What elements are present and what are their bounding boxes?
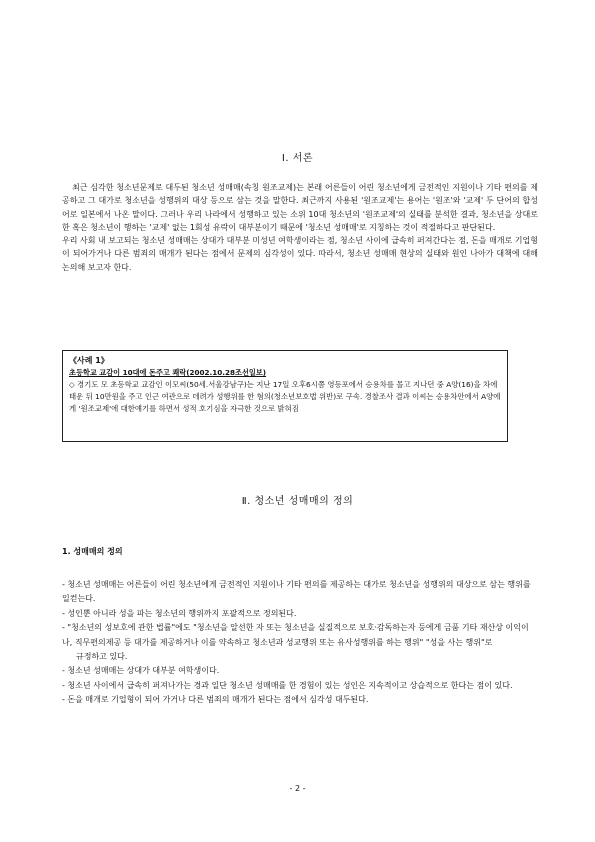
section-2-heading: Ⅱ. 청소년 성매매의 정의 [241, 496, 354, 507]
list-item: - 돈을 매개로 기업형이 되어 가거나 다른 범죄의 매개가 된다는 점에서 심각성 대두된다. [62, 695, 369, 705]
list-item-continuation: 규정하고 있다. [76, 652, 128, 662]
case-box [62, 350, 508, 442]
case-body: ◇ 경기도 모 초등학교 교감인 이모씨(50세.서울강남구)는 지난 17일 오후6시쯤 영등포에서 승용차를 몰고 지나던 중 A양(16)을 차에 태운 뒤 10만원을 주고 인근 여관으로 데려가 성행위를 한 혐의(청소년보호법 위반)로 구속. 경찰조사 결과 이씨는 승용차안에서 A양에게 '원조교제'에 대한얘기를 하면서 성적 호기심을 자극한 것으로 밝혀짐 [69, 380, 501, 413]
case-title: 《사례 1》 [69, 356, 109, 365]
intro-paragraph: 최근 심각한 청소년문제로 대두된 청소년 성매매(속칭 원조교제)는 본래 어른들이 어린 청소년에게 금전적인 지원이나 기타 편의를 제공하고 그 대가로 청소년을 성행위의 대상 등으로 삼는 것을 말한다. 최근까지 사용된 '원조교제'는 용어는 '원조'와 '교제' 두 단어의 합성어로 일본에서 나온 말이다. 그러나 우리 나라에서 성행하고 있는 소위 10대 청소년의 '원조교제'의 실태를 분석한 결과, 청소년을 상대로 한 혹은 청소년이 행하는 '교제' 없는 1회성 유락이 대부분이기 때문에 '청소년 성매매'로 지칭하는 것이 적절하다고 판단된다. [62, 183, 538, 232]
section-2-subheading: 1. 성매매의 정의 [62, 547, 123, 556]
case-source: 초등학교 교감이 10대에 돈주고 쾌락(2002.10.28조선일보) [69, 368, 267, 377]
page-number: - 2 - [289, 784, 306, 793]
second-paragraph: 우리 사회 내 보고되는 청소년 성매매는 상대가 대부분 미성년 여학생이라는 점, 청소년 사이에 급속히 퍼져간다는 점, 돈을 매개로 기업형이 되어가거나 다른 범죄의 매개가 된다는 점에서 문제의 심각성이 있다. 따라서, 청소년 성매매 현상의 실태와 원인 나아가 대책에 대해 논의해 보고자 한다. [62, 236, 538, 272]
list-item: - 청소년 사이에서 급속히 퍼져나가는 경과 일단 청소년 성매매를 한 경험이 있는 성인은 지속적이고 상습적으로 한다는 점이 있다. [62, 680, 513, 690]
list-item: - "청소년의 성보호에 관한 법률"에도 "청소년을 알선한 자 또는 청소년을 실질적으로 보호·감독하는자 등에게 금품 기타 재산상 이익이나, 직무편의제공 등 대가를 제공하거나 이를 약속하고 청소년과 성교행위 또는 유사성행위를 하는 행위" "성을 사는 행위"로 [62, 623, 529, 647]
definition-list [62, 578, 538, 708]
list-item: - 성인뿐 아니라 성을 파는 청소년의 행위까지 포괄적으로 정의된다. [62, 608, 297, 618]
list-item: - 청소년 성매매는 어른들이 어린 청소년에게 금전적인 지원이나 기타 편의를 제공하는 대가로 청소년을 성행위의 대상으로 삼는 행위를 일컫는다. [62, 580, 531, 604]
section-1-body [62, 181, 538, 274]
list-item: - 청소년 성매매는 상대가 대부분 여학생이다. [62, 666, 220, 676]
section-1-heading: Ⅰ. 서론 [281, 153, 314, 164]
